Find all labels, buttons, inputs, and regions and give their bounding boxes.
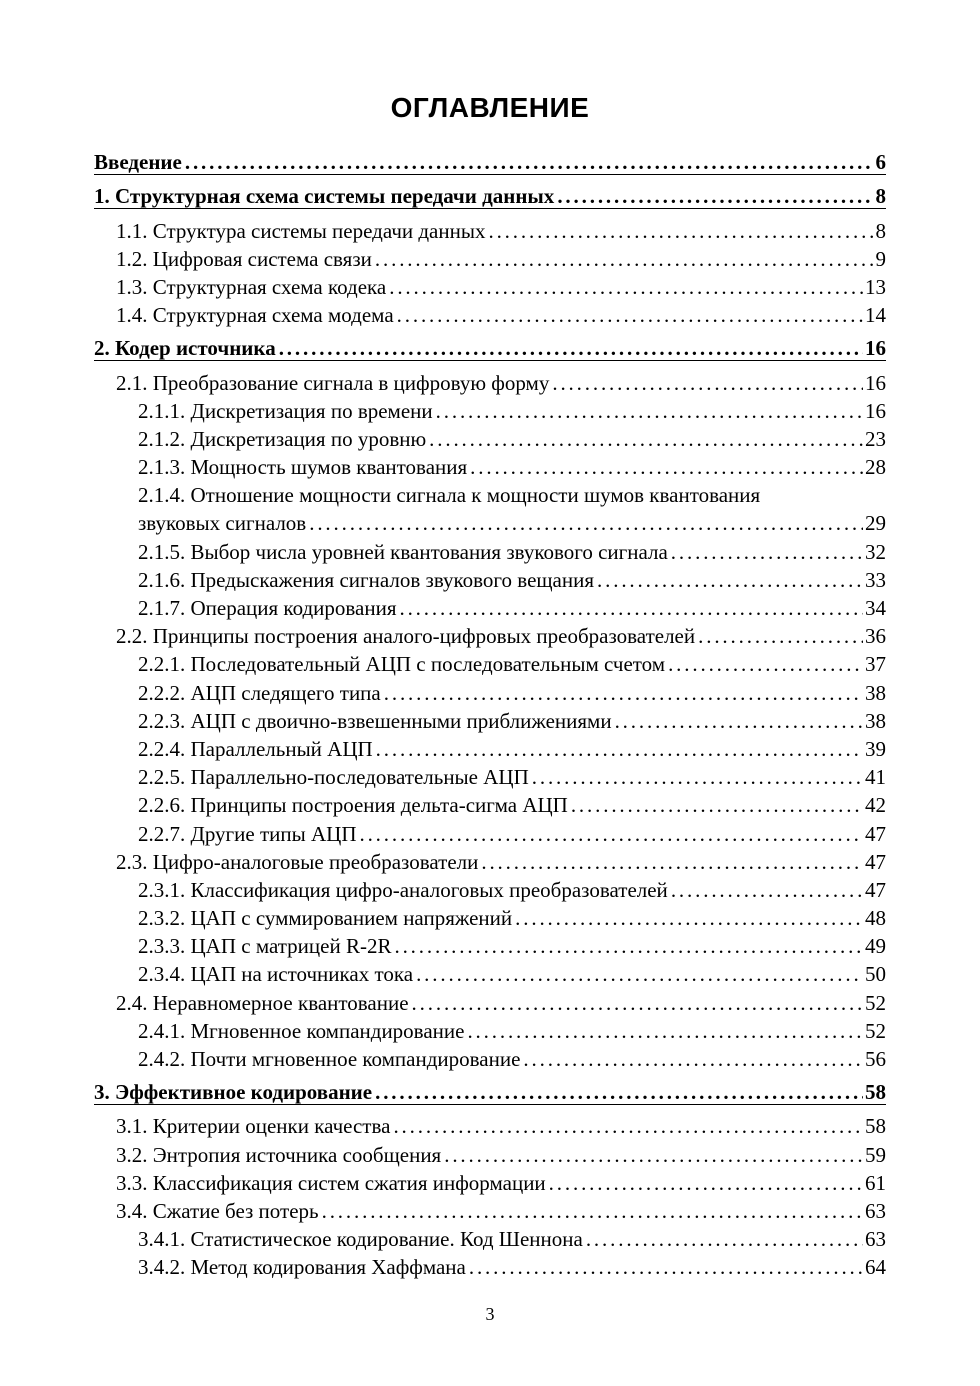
dot-leader: [416, 962, 863, 986]
page-title: ОГЛАВЛЕНИЕ: [390, 92, 590, 123]
dot-leader: [376, 737, 863, 761]
toc-section-1-4[interactable]: [94, 299, 886, 327]
toc-entry-title: 1.2. Цифровая система связи: [116, 246, 372, 271]
dot-leader: [322, 1199, 863, 1223]
toc-entry-page: 52: [865, 1018, 886, 1043]
toc-entry-page: 50: [865, 962, 886, 987]
toc-entry-title: 1.1. Структура системы передачи данных: [116, 218, 486, 243]
toc-entry-title: 1.3. Структурная схема кодека: [116, 274, 387, 299]
toc-chapter-3[interactable]: [94, 1076, 886, 1104]
toc-subsection-2-1-1[interactable]: [94, 395, 886, 423]
toc-entry-title: 2.1.5. Выбор числа уровней квантования звукового сигнала: [138, 539, 668, 564]
toc-entry-page: 63: [865, 1198, 886, 1223]
toc-entry-page: 8: [875, 184, 886, 209]
dot-leader: [488, 219, 873, 243]
toc-entry-page: 59: [865, 1142, 886, 1167]
toc-entry-title: 1. Структурная схема системы передачи данных: [94, 184, 555, 209]
toc-section-2-2[interactable]: [94, 620, 886, 648]
toc-entry-title: 2.2.5. Параллельно-последовательные АЦП: [138, 765, 529, 790]
toc-entry-page: 16: [865, 398, 886, 423]
dot-leader: [467, 1019, 863, 1043]
toc-entry-page: 32: [865, 539, 886, 564]
dot-leader: [668, 652, 863, 676]
toc-entry-title: 2.1.2. Дискретизация по уровню: [138, 426, 427, 451]
toc-entry-title: 2.2.2. АЦП следящего типа: [138, 680, 381, 705]
divider: [94, 360, 886, 361]
toc-entry-introduction[interactable]: [94, 146, 886, 174]
toc-entry-page: 38: [865, 708, 886, 733]
toc-entry-page: 37: [865, 652, 886, 677]
toc-entry-page: 36: [865, 624, 886, 649]
toc-entry-title: 2.1.3. Мощность шумов квантования: [138, 455, 468, 480]
toc-entry-title: 3.3. Классификация систем сжатия информации: [116, 1170, 546, 1195]
toc-entry-title: 2.2.7. Другие типы АЦП: [138, 821, 357, 846]
toc-subsection-2-1-5[interactable]: [94, 535, 886, 563]
toc-entry-page: 39: [865, 736, 886, 761]
dot-leader: [571, 793, 863, 817]
toc-entry-page: 23: [865, 426, 886, 451]
toc-section-2-3[interactable]: [94, 846, 886, 874]
dot-leader: [185, 150, 874, 174]
dot-leader: [444, 1143, 863, 1167]
dot-leader: [309, 511, 863, 535]
dot-leader: [397, 303, 863, 327]
toc-section-3-3[interactable]: [94, 1167, 886, 1195]
toc-section-2-4[interactable]: [94, 986, 886, 1014]
toc-section-2-1[interactable]: [94, 366, 886, 394]
toc-entry-title: 3.4.2. Метод кодирования Хаффмана: [138, 1255, 466, 1280]
dot-leader: [279, 336, 863, 360]
divider: [94, 208, 886, 209]
toc-subsection-2-2-6[interactable]: [94, 789, 886, 817]
toc-entry-page: 58: [865, 1080, 886, 1105]
toc-section-3-2[interactable]: [94, 1138, 886, 1166]
toc-entry-page: 49: [865, 934, 886, 959]
dot-leader: [375, 247, 874, 271]
toc-entry-page: 16: [865, 370, 886, 395]
toc-entry-page: 13: [865, 274, 886, 299]
toc-subsection-2-4-1[interactable]: [94, 1015, 886, 1043]
toc-entry-title: 1.4. Структурная схема модема: [116, 303, 394, 328]
toc-subsection-2-1-7[interactable]: [94, 592, 886, 620]
toc-section-1-2[interactable]: [94, 243, 886, 271]
toc-entry-title: 2.1. Преобразование сигнала в цифровую форму: [116, 370, 550, 395]
toc-entry-title: 2.4. Неравномерное квантование: [116, 990, 409, 1015]
dot-leader: [615, 709, 863, 733]
toc-entry-page: 16: [865, 336, 886, 361]
toc-subsection-2-3-2[interactable]: [94, 902, 886, 930]
toc-entry-title: 2.2.3. АЦП с двоично-взвешенными приближениями: [138, 708, 612, 733]
dot-leader: [552, 371, 863, 395]
divider: [94, 174, 886, 175]
toc-entry-title: 3.4. Сжатие без потерь: [116, 1198, 319, 1223]
dot-leader: [549, 1171, 863, 1195]
toc-entry-page: 48: [865, 906, 886, 931]
dot-leader: [359, 822, 863, 846]
toc-entry-title: 3. Эффективное кодирование: [94, 1080, 373, 1105]
dot-leader: [384, 681, 863, 705]
toc-entry-title: звуковых сигналов: [138, 511, 307, 536]
toc-entry-title: 2.2.4. Параллельный АЦП: [138, 736, 373, 761]
toc-entry-title: 2.3.2. ЦАП с суммированием напряжений: [138, 906, 513, 931]
dot-leader: [469, 1255, 863, 1279]
dot-leader: [586, 1227, 863, 1251]
dot-leader: [597, 568, 863, 592]
dot-leader: [394, 934, 863, 958]
toc-entry-title: Введение: [94, 150, 182, 175]
toc-entry-page: 8: [875, 218, 886, 243]
toc-entry-page: 34: [865, 596, 886, 620]
toc-entry-page: 9: [875, 246, 886, 271]
toc-entry-page: 29: [865, 511, 886, 536]
toc-entry-page: 47: [865, 877, 886, 902]
dot-leader: [481, 850, 863, 874]
toc-entry-title: 2. Кодер источника: [94, 336, 276, 361]
toc-section-3-4[interactable]: [94, 1195, 886, 1223]
dot-leader: [389, 275, 863, 299]
toc-entry-page: 61: [865, 1170, 886, 1195]
dot-leader: [412, 991, 863, 1015]
toc-entry-title: 2.3.1. Классификация цифро-аналоговых преобразователей: [138, 877, 668, 902]
toc-entry-page: 14: [865, 303, 886, 328]
toc-entry-page: 38: [865, 680, 886, 705]
toc-subsection-2-3-3[interactable]: [94, 930, 886, 958]
dot-leader: [399, 596, 863, 620]
dot-leader: [671, 878, 863, 902]
toc-entry-title: 2.1.4. Отношение мощности сигнала к мощности шумов квантования: [138, 483, 761, 508]
dot-leader: [671, 540, 863, 564]
toc-chapter-1[interactable]: [94, 180, 886, 208]
toc-subsection-2-2-3[interactable]: [94, 705, 886, 733]
toc-entry-page: 47: [865, 821, 886, 846]
toc-subsection-3-4-2[interactable]: [94, 1251, 886, 1279]
toc-entry-title: 3.1. Критерии оценки качества: [116, 1114, 391, 1139]
toc-subsection-2-1-2[interactable]: [94, 423, 886, 451]
toc-entry-title: 2.4.1. Мгновенное компандирование: [138, 1018, 465, 1043]
toc-entry-title: 2.3.3. ЦАП с матрицей R-2R: [138, 934, 392, 959]
toc-entry-page: 33: [865, 567, 886, 592]
toc-subsection-2-2-4[interactable]: [94, 733, 886, 761]
divider: [94, 1104, 886, 1105]
dot-leader: [515, 906, 863, 930]
dot-leader: [375, 1080, 863, 1104]
toc-entry-title: 3.2. Энтропия источника сообщения: [116, 1142, 442, 1167]
toc-entry-page: 47: [865, 849, 886, 874]
toc-entry-title: 2.2.6. Принципы построения дельта-сигма АЦП: [138, 793, 568, 818]
toc-entry-title: 2.3.4. ЦАП на источниках тока: [138, 962, 414, 987]
toc-entry-title: 2.3. Цифро-аналоговые преобразователи: [116, 849, 479, 874]
toc-subsection-2-2-7[interactable]: [94, 817, 886, 845]
toc-entry-page: 6: [875, 150, 886, 175]
toc-subsection-2-1-4[interactable]: [94, 479, 886, 507]
table-of-contents: [94, 146, 886, 1279]
toc-entry-page: 41: [865, 765, 886, 790]
toc-section-3-1[interactable]: [94, 1110, 886, 1138]
toc-entry-page: 63: [865, 1227, 886, 1252]
toc-subsection-2-2-5[interactable]: [94, 761, 886, 789]
toc-section-1-3[interactable]: [94, 271, 886, 299]
dot-leader: [470, 455, 863, 479]
toc-entry-page: 56: [865, 1047, 886, 1071]
toc-entry-title: 2.2.1. Последовательный АЦП с последовательным счетом: [138, 652, 666, 677]
toc-entry-page: 64: [865, 1255, 886, 1280]
toc-entry-page: 42: [865, 793, 886, 818]
toc-subsection-2-3-4[interactable]: [94, 958, 886, 986]
toc-entry-page: 52: [865, 990, 886, 1015]
toc-entry-page: 28: [865, 455, 886, 480]
page-number: 3: [485, 1304, 495, 1324]
toc-entry-title: 2.4.2. Почти мгновенное компандирование: [138, 1047, 521, 1071]
toc-entry-title: 2.2. Принципы построения аналого-цифровых преобразователей: [116, 624, 696, 649]
toc-section-1-1[interactable]: [94, 214, 886, 242]
toc-subsection-2-1-6[interactable]: [94, 564, 886, 592]
dot-leader: [436, 399, 863, 423]
toc-entry-page: 58: [865, 1114, 886, 1139]
toc-subsection-2-2-1[interactable]: [94, 648, 886, 676]
dot-leader: [698, 624, 863, 648]
toc-entry-title: 2.1.7. Операция кодирования: [138, 596, 397, 620]
toc-subsection-2-2-2[interactable]: [94, 676, 886, 704]
dot-leader: [557, 184, 873, 208]
toc-subsection-2-3-1[interactable]: [94, 874, 886, 902]
toc-subsection-2-4-2[interactable]: [94, 1043, 886, 1071]
toc-chapter-2[interactable]: [94, 332, 886, 360]
toc-entry-title: 2.1.1. Дискретизация по времени: [138, 398, 433, 423]
toc-entry-title: 3.4.1. Статистическое кодирование. Код Шеннона: [138, 1227, 583, 1252]
toc-subsection-2-1-4-continued[interactable]: [94, 507, 886, 535]
toc-subsection-3-4-1[interactable]: [94, 1223, 886, 1251]
dot-leader: [393, 1114, 863, 1138]
toc-entry-title: 2.1.6. Предыскажения сигналов звукового вещания: [138, 567, 595, 592]
dot-leader: [429, 427, 863, 451]
dot-leader: [523, 1047, 863, 1071]
dot-leader: [532, 765, 863, 789]
toc-subsection-2-1-3[interactable]: [94, 451, 886, 479]
